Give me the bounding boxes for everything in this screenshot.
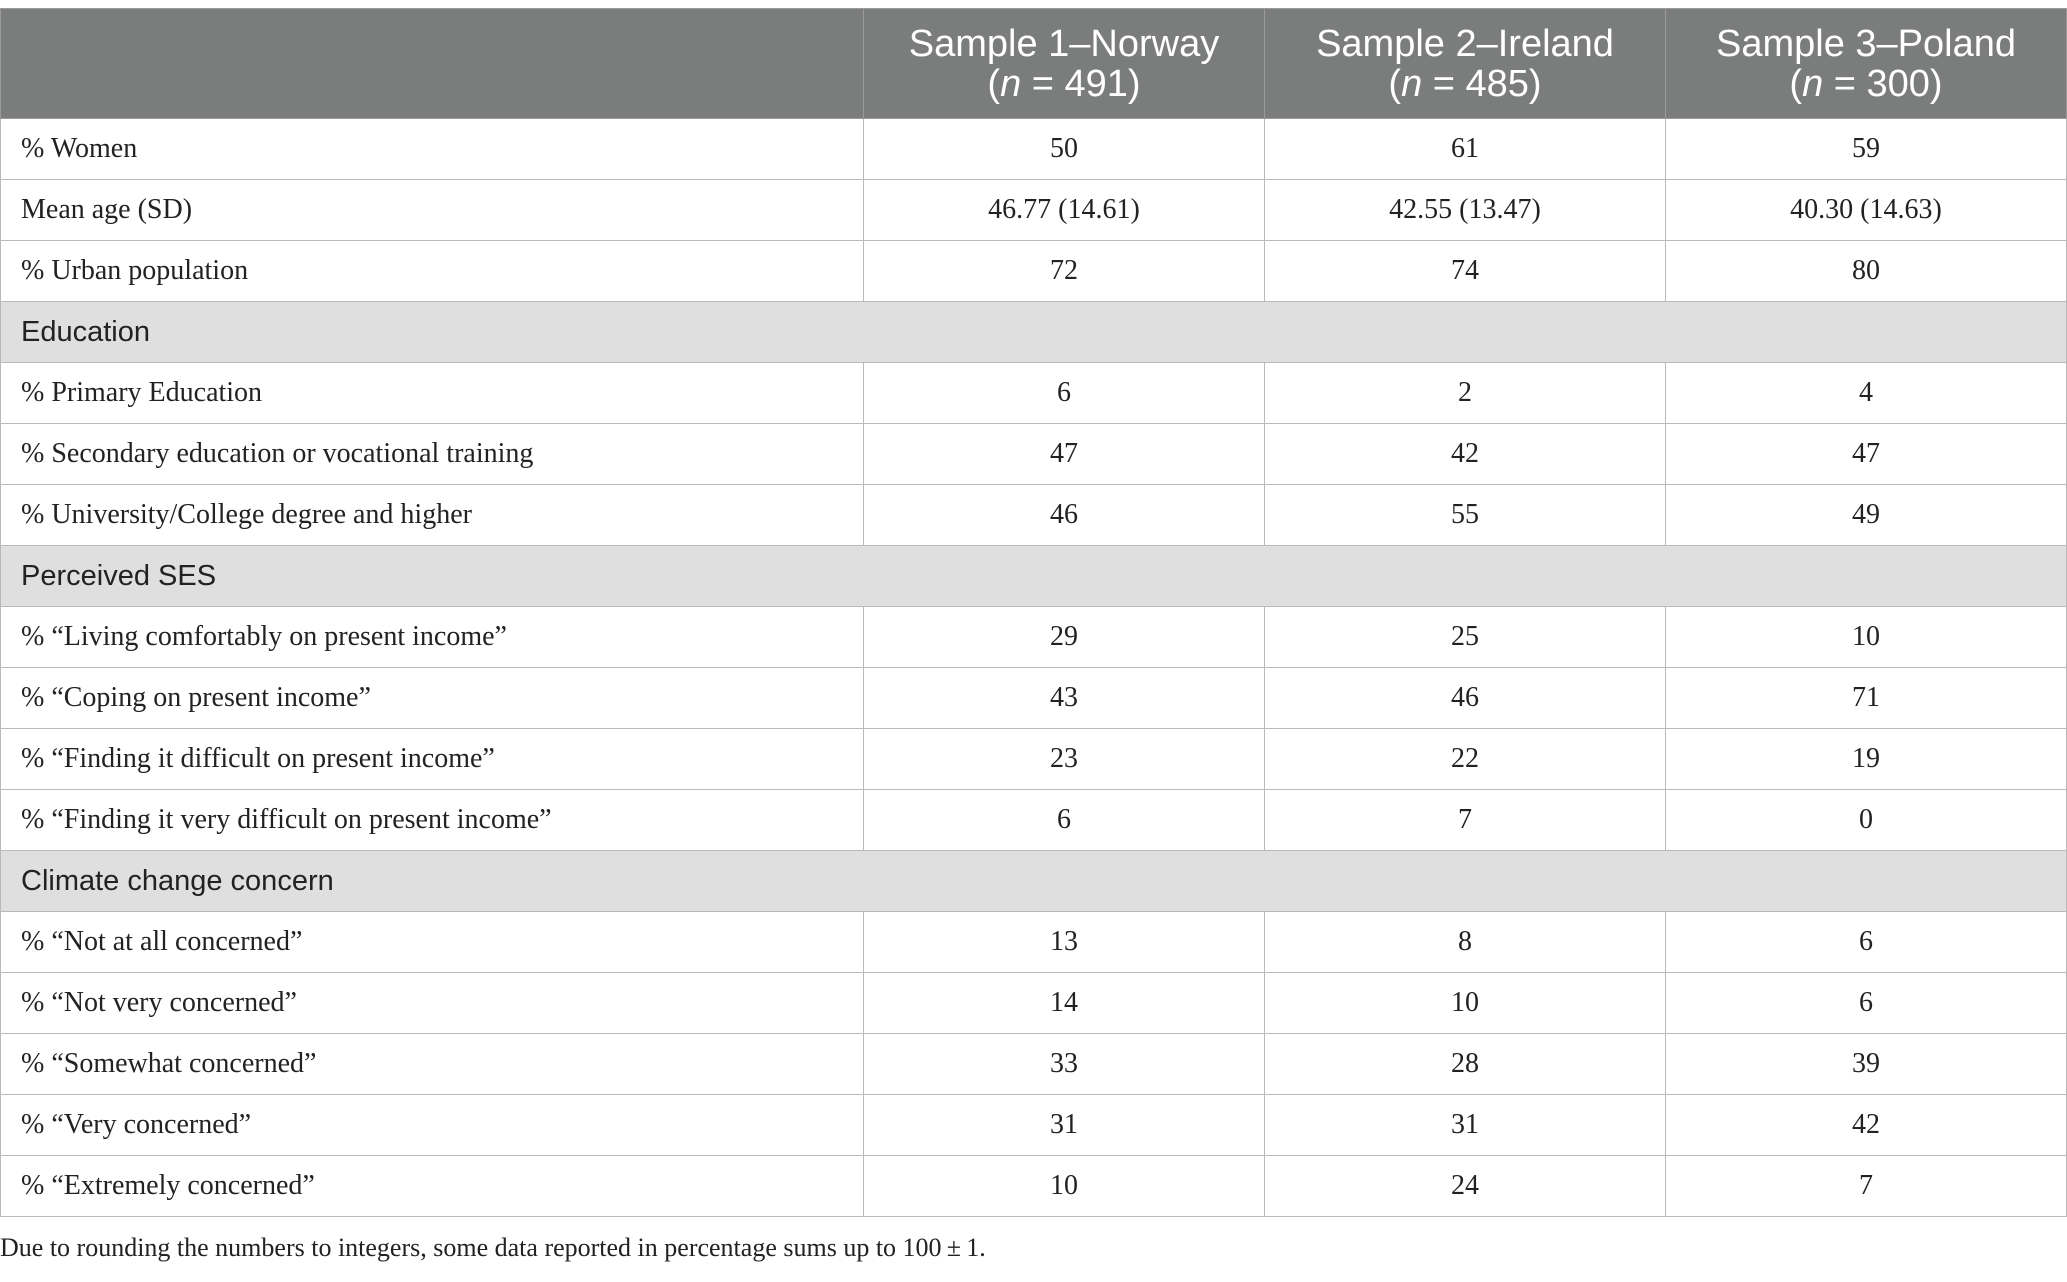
- row-label: % “Finding it very difficult on present income”: [1, 790, 864, 851]
- header-empty-cell: [1, 9, 864, 119]
- value-norway: 33: [864, 1034, 1265, 1095]
- table-row: [1, 607, 2067, 668]
- value-poland: 10: [1666, 607, 2067, 668]
- value-ireland: 31: [1265, 1095, 1666, 1156]
- table-row: [1, 424, 2067, 485]
- table-row: [1, 180, 2067, 241]
- n-symbol: n: [1401, 62, 1423, 105]
- header-sample-size: (n = 491): [987, 62, 1141, 105]
- value-norway: 23: [864, 729, 1265, 790]
- row-label: % “Living comfortably on present income”: [1, 607, 864, 668]
- table-row: [1, 729, 2067, 790]
- section-row: [1, 851, 2067, 912]
- header-title: Sample 3–Poland: [1716, 22, 2016, 65]
- value-poland: 19: [1666, 729, 2067, 790]
- value-norway: 6: [864, 363, 1265, 424]
- row-label: Mean age (SD): [1, 180, 864, 241]
- value-ireland: 2: [1265, 363, 1666, 424]
- demographics-table-container: [0, 8, 2066, 1217]
- value-poland: 6: [1666, 973, 2067, 1034]
- value-ireland: 28: [1265, 1034, 1666, 1095]
- table-row: [1, 1034, 2067, 1095]
- table-row: [1, 973, 2067, 1034]
- table-row: [1, 1156, 2067, 1217]
- value-poland: 40.30 (14.63): [1666, 180, 2067, 241]
- table-row: [1, 790, 2067, 851]
- header-title: Sample 2–Ireland: [1316, 22, 1614, 65]
- table-row: [1, 119, 2067, 180]
- row-label: % “Extremely concerned”: [1, 1156, 864, 1217]
- n-symbol: n: [1000, 62, 1022, 105]
- row-label: % University/College degree and higher: [1, 485, 864, 546]
- value-poland: 39: [1666, 1034, 2067, 1095]
- value-ireland: 55: [1265, 485, 1666, 546]
- row-label: % Urban population: [1, 241, 864, 302]
- value-norway: 6: [864, 790, 1265, 851]
- value-poland: 6: [1666, 912, 2067, 973]
- value-ireland: 10: [1265, 973, 1666, 1034]
- n-value: = 300: [1823, 62, 1930, 105]
- section-heading-education: Education: [1, 302, 2067, 363]
- value-norway: 50: [864, 119, 1265, 180]
- value-norway: 29: [864, 607, 1265, 668]
- value-ireland: 22: [1265, 729, 1666, 790]
- demographics-table: [0, 8, 2067, 1217]
- value-ireland: 46: [1265, 668, 1666, 729]
- header-row: [1, 9, 2067, 119]
- section-heading-climate-change-concern: Climate change concern: [1, 851, 2067, 912]
- header-title: Sample 1–Norway: [908, 22, 1220, 65]
- value-poland: 49: [1666, 485, 2067, 546]
- value-ireland: 74: [1265, 241, 1666, 302]
- header-poland: [1666, 9, 2067, 119]
- value-ireland: 61: [1265, 119, 1666, 180]
- row-label: % “Coping on present income”: [1, 668, 864, 729]
- header-sample-size: (n = 300): [1789, 62, 1943, 105]
- header-norway: [864, 9, 1265, 119]
- section-row: [1, 302, 2067, 363]
- header-ireland: [1265, 9, 1666, 119]
- value-norway: 43: [864, 668, 1265, 729]
- row-label: % “Not very concerned”: [1, 973, 864, 1034]
- value-poland: 4: [1666, 363, 2067, 424]
- row-label: % Women: [1, 119, 864, 180]
- value-ireland: 25: [1265, 607, 1666, 668]
- value-norway: 46: [864, 485, 1265, 546]
- value-ireland: 24: [1265, 1156, 1666, 1217]
- row-label: % “Not at all concerned”: [1, 912, 864, 973]
- table-row: [1, 241, 2067, 302]
- value-norway: 46.77 (14.61): [864, 180, 1265, 241]
- table-row: [1, 912, 2067, 973]
- value-poland: 7: [1666, 1156, 2067, 1217]
- row-label: % “Finding it difficult on present income”: [1, 729, 864, 790]
- value-ireland: 8: [1265, 912, 1666, 973]
- value-norway: 13: [864, 912, 1265, 973]
- value-poland: 47: [1666, 424, 2067, 485]
- table-row: [1, 363, 2067, 424]
- table-row: [1, 668, 2067, 729]
- table-header: [1, 9, 2067, 119]
- n-value: = 485: [1422, 62, 1529, 105]
- value-norway: 14: [864, 973, 1265, 1034]
- value-ireland: 7: [1265, 790, 1666, 851]
- table-footnote: Due to rounding the numbers to integers, some data reported in percentage sums up to 100 ± 1.: [0, 1233, 986, 1262]
- value-poland: 71: [1666, 668, 2067, 729]
- value-poland: 0: [1666, 790, 2067, 851]
- value-norway: 47: [864, 424, 1265, 485]
- table-body: [1, 119, 2067, 1217]
- value-norway: 72: [864, 241, 1265, 302]
- value-poland: 59: [1666, 119, 2067, 180]
- value-poland: 42: [1666, 1095, 2067, 1156]
- value-norway: 31: [864, 1095, 1265, 1156]
- table-row: [1, 1095, 2067, 1156]
- header-sample-size: (n = 485): [1388, 62, 1542, 105]
- n-value: = 491: [1021, 62, 1128, 105]
- table-row: [1, 485, 2067, 546]
- row-label: % “Somewhat concerned”: [1, 1034, 864, 1095]
- row-label: % Secondary education or vocational training: [1, 424, 864, 485]
- n-symbol: n: [1802, 62, 1824, 105]
- value-ireland: 42: [1265, 424, 1666, 485]
- row-label: % Primary Education: [1, 363, 864, 424]
- value-norway: 10: [864, 1156, 1265, 1217]
- value-ireland: 42.55 (13.47): [1265, 180, 1666, 241]
- section-row: [1, 546, 2067, 607]
- row-label: % “Very concerned”: [1, 1095, 864, 1156]
- section-heading-perceived-ses: Perceived SES: [1, 546, 2067, 607]
- value-poland: 80: [1666, 241, 2067, 302]
